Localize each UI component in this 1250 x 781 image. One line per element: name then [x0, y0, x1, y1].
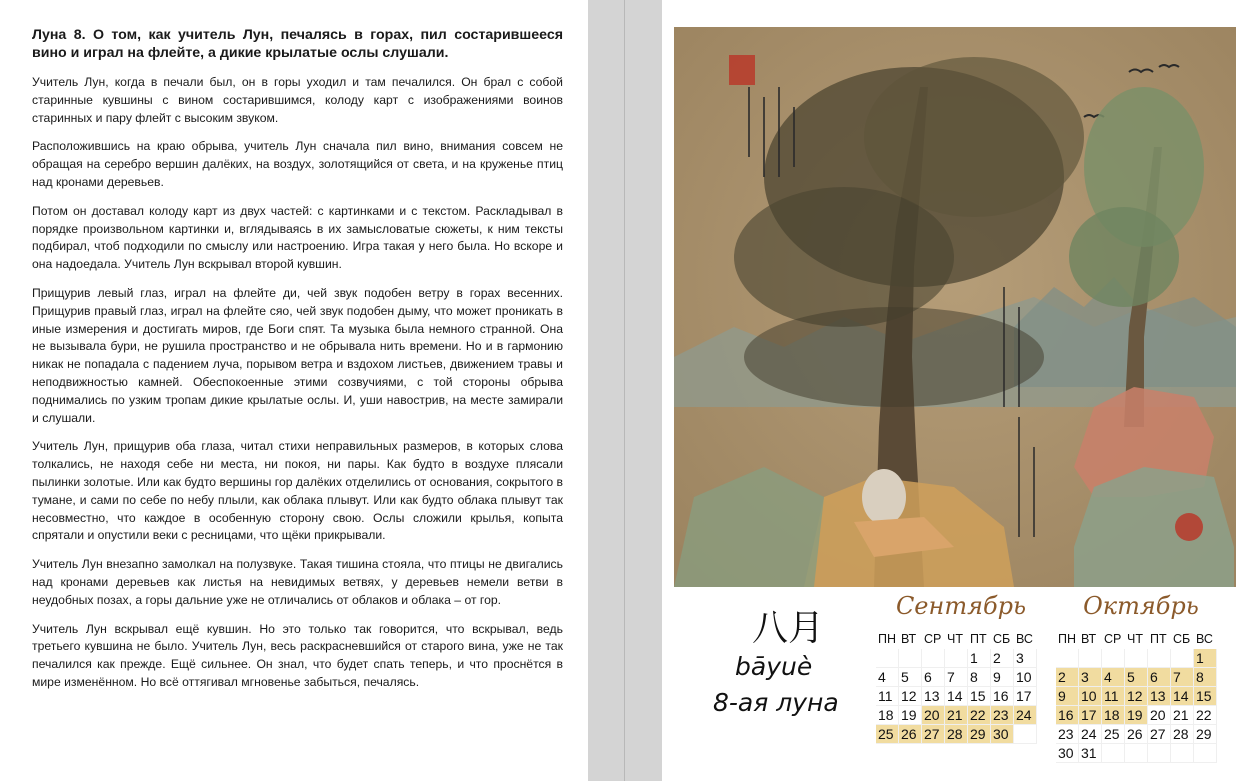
calendar-day: 15 — [1194, 687, 1217, 706]
chinese-month-characters: 八月 — [752, 608, 825, 649]
story-paragraph: Учитель Лун внезапно замолкал на полузвуке. Такая тишина стояла, что птицы не двигались над кронами деревьев как листья на невидимых ветвях, у деревьев немели ветви в неудобных позах, а горы дальние уже не отличались от облаков и облака – от гор. — [32, 557, 563, 607]
calendar-day: 5 — [899, 668, 922, 687]
story-paragraph: Потом он доставал колоду карт из двух частей: с картинками и с текстом. Раскладывал в порядке произвольном картинки и, вглядываясь в их замысловатые сюжеты, к ним тексты подбирал, чтоб подходили по смыслу или настроению. Игра такая у него была. Но вскоре и она надоедала. Учитель Лун вскрывал второй кувшин. — [32, 203, 563, 272]
weekday-header: ПН — [1058, 632, 1077, 646]
story-paragraph: Учитель Лун, когда в печали был, он в горы уходил и там печалился. Он брал с собой старинные кувшины с вином состарившимся, колоду карт с изображениями воинов старинных и пару флейт с высоким звуком. — [32, 75, 563, 125]
calendar-day: 26 — [1125, 725, 1148, 744]
calendar-day: 29 — [968, 725, 991, 744]
calendar-day: 21 — [945, 706, 968, 725]
calendar-empty-cell — [1125, 649, 1148, 668]
calendar-day: 10 — [1079, 687, 1102, 706]
calendar-day: 7 — [1171, 668, 1194, 687]
story-text — [32, 26, 563, 703]
calendar-empty-cell — [1102, 744, 1125, 763]
calendar-day: 28 — [1171, 725, 1194, 744]
calendar-day: 12 — [1125, 687, 1148, 706]
story-paragraph: Учитель Лун, прищурив оба глаза, читал стихи неправильных размеров, в которых слова толкались, не находя себе ни места, ни покоя, ни пары. Как будто в воздухе плясали пылинки золотые. Или как будто вершины гор далёких отделились от основания, сокрытого в тумане, и сами по себе по небу плыли, как облака плывут. Или как будто облака плывут так несовместно, что каждое в особенную сторону свою. Ослы сложили крылья, копыта спрятали и опустили веки с ресницами, что щёки прикрывали. — [32, 439, 563, 543]
calendar-empty-cell — [899, 649, 922, 668]
weekday-header: СБ — [1173, 632, 1191, 646]
calendar-day: 18 — [1102, 706, 1125, 725]
calendar-day: 22 — [968, 706, 991, 725]
month-october — [1056, 590, 1226, 763]
calendar-day: 6 — [1148, 668, 1171, 687]
calendar-day: 29 — [1194, 725, 1217, 744]
calendar-day: 24 — [1079, 725, 1102, 744]
calendar-empty-cell — [1079, 649, 1102, 668]
calendar-day: 25 — [876, 725, 899, 744]
weekday-header: СБ — [993, 632, 1011, 646]
calendar-day: 20 — [1148, 706, 1171, 725]
calendar-day: 24 — [1014, 706, 1037, 725]
calendar-day: 27 — [922, 725, 945, 744]
calendar-day: 3 — [1079, 668, 1102, 687]
right-page — [662, 0, 1250, 781]
calendar-day: 26 — [899, 725, 922, 744]
gutter-divider — [624, 0, 625, 781]
calendar-day: 6 — [922, 668, 945, 687]
weekday-header: ПН — [878, 632, 897, 646]
calendar-day: 4 — [876, 668, 899, 687]
calendar-day: 13 — [1148, 687, 1171, 706]
story-paragraph: Прищурив левый глаз, играл на флейте ди, чей звук подобен ветру в горах весенних. Прищурив правый глаз, играл на флейте сяо, чей звук подобен дыму, что может проникать в иные измерения и достигать миров, где Боги спят. Та музыка была немного странной. Она не вызывала бури, не рушила пространство и не обрывала нить времени. Но и в гармонию никак не попадала с падением луча, порывом ветра и вздохом листьев, движением травы и неподвижностью камней. Обеспокоенные этими созвучиями, с той стороны обрыва поднимались по узким тропам дикие крылатые ослы. И, уши навострив, на месте замирали и слушали. — [32, 285, 563, 425]
calendar-day: 11 — [1102, 687, 1125, 706]
month-title: Сентябрь — [895, 592, 1027, 620]
calendar-day: 23 — [991, 706, 1014, 725]
calendar-day: 19 — [1125, 706, 1148, 725]
calendar-empty-cell — [1102, 649, 1125, 668]
calendar-day: 28 — [945, 725, 968, 744]
calendar-day: 18 — [876, 706, 899, 725]
calendar-day: 9 — [1056, 687, 1079, 706]
month-title: Октябрь — [1083, 592, 1199, 620]
calendar-empty-cell — [876, 649, 899, 668]
weekday-header: ЧТ — [947, 632, 963, 646]
calendar-day: 20 — [922, 706, 945, 725]
weekday-header: ВТ — [1081, 632, 1097, 646]
calendar-day: 17 — [1014, 687, 1037, 706]
calendar-day: 3 — [1014, 649, 1037, 668]
weekday-header: ВС — [1016, 632, 1033, 646]
calendar-day: 9 — [991, 668, 1014, 687]
calendar-day: 13 — [922, 687, 945, 706]
calendar-empty-cell — [922, 649, 945, 668]
month-september — [876, 590, 1046, 744]
calendar-day: 8 — [1194, 668, 1217, 687]
pinyin-label: bāyuè — [735, 652, 813, 681]
weekday-header: СР — [1104, 632, 1122, 646]
story-paragraph: Расположившись на краю обрыва, учитель Лун сначала пил вино, внимания совсем не обращая на серебро вершин далёких, на воздух, золотящийся от света, и на круженье птиц над кронами деревьев. — [32, 139, 563, 189]
calendar-day: 2 — [991, 649, 1014, 668]
weekday-header: ПТ — [1150, 632, 1167, 646]
calendar-day: 14 — [1171, 687, 1194, 706]
calendar-day: 14 — [945, 687, 968, 706]
calendar-empty-cell — [1171, 649, 1194, 668]
calendar-day: 2 — [1056, 668, 1079, 687]
calendar-day: 12 — [899, 687, 922, 706]
calendar-day: 21 — [1171, 706, 1194, 725]
weekday-header: ПТ — [970, 632, 987, 646]
calendar-day: 10 — [1014, 668, 1037, 687]
calendar-empty-cell — [1148, 649, 1171, 668]
left-page — [0, 0, 588, 781]
calendar-day: 8 — [968, 668, 991, 687]
story-paragraph: Учитель Лун вскрывал ещё кувшин. Но это только так говорится, что вскрывал, ведь третьего кувшина не было. Учитель Лун, весь раскрасневшийся от старого вина, уже не так печалился как прежде. Ещё сильнее. Он знал, что будет спать теперь, и что проснётся в мире изменённом. Но всё оттягивал мгновенье забыться, печалясь. — [32, 621, 563, 689]
story-title: Луна 8. О том, как учитель Лун, печалясь в горах, пил состарившееся вино и играл на флейте, а дикие крылатые ослы слушали. — [32, 27, 563, 61]
calendar-day: 4 — [1102, 668, 1125, 687]
luna-label: 8-ая луна — [713, 688, 839, 717]
calendar-day: 31 — [1079, 744, 1102, 763]
weekday-header: ВС — [1196, 632, 1213, 646]
calendar-day: 30 — [1056, 744, 1079, 763]
calendar-day: 27 — [1148, 725, 1171, 744]
weekday-header: СР — [924, 632, 942, 646]
calendar-day: 22 — [1194, 706, 1217, 725]
calendar-day: 5 — [1125, 668, 1148, 687]
weekday-header: ВТ — [901, 632, 917, 646]
calendar-day: 7 — [945, 668, 968, 687]
calendar-empty-cell — [1125, 744, 1148, 763]
calendar-empty-cell — [1014, 725, 1037, 744]
calendar-day: 1 — [968, 649, 991, 668]
calendar-day: 23 — [1056, 725, 1079, 744]
calendar-day: 30 — [991, 725, 1014, 744]
calendar-empty-cell — [945, 649, 968, 668]
month-grid — [1056, 630, 1226, 763]
calendar-day: 1 — [1194, 649, 1217, 668]
calendar-day: 19 — [899, 706, 922, 725]
page-gutter — [588, 0, 662, 781]
calendar-empty-cell — [1171, 744, 1194, 763]
calendar-empty-cell — [1148, 744, 1171, 763]
calendar-day: 11 — [876, 687, 899, 706]
calendar-day: 16 — [991, 687, 1014, 706]
calendar-day: 25 — [1102, 725, 1125, 744]
painting-illustration — [674, 27, 1236, 587]
weekday-header: ЧТ — [1127, 632, 1143, 646]
calendar-day: 17 — [1079, 706, 1102, 725]
calendar-empty-cell — [1194, 744, 1217, 763]
month-grid — [876, 630, 1046, 744]
calendar-day: 15 — [968, 687, 991, 706]
calendar-day: 16 — [1056, 706, 1079, 725]
calendar-empty-cell — [1056, 649, 1079, 668]
